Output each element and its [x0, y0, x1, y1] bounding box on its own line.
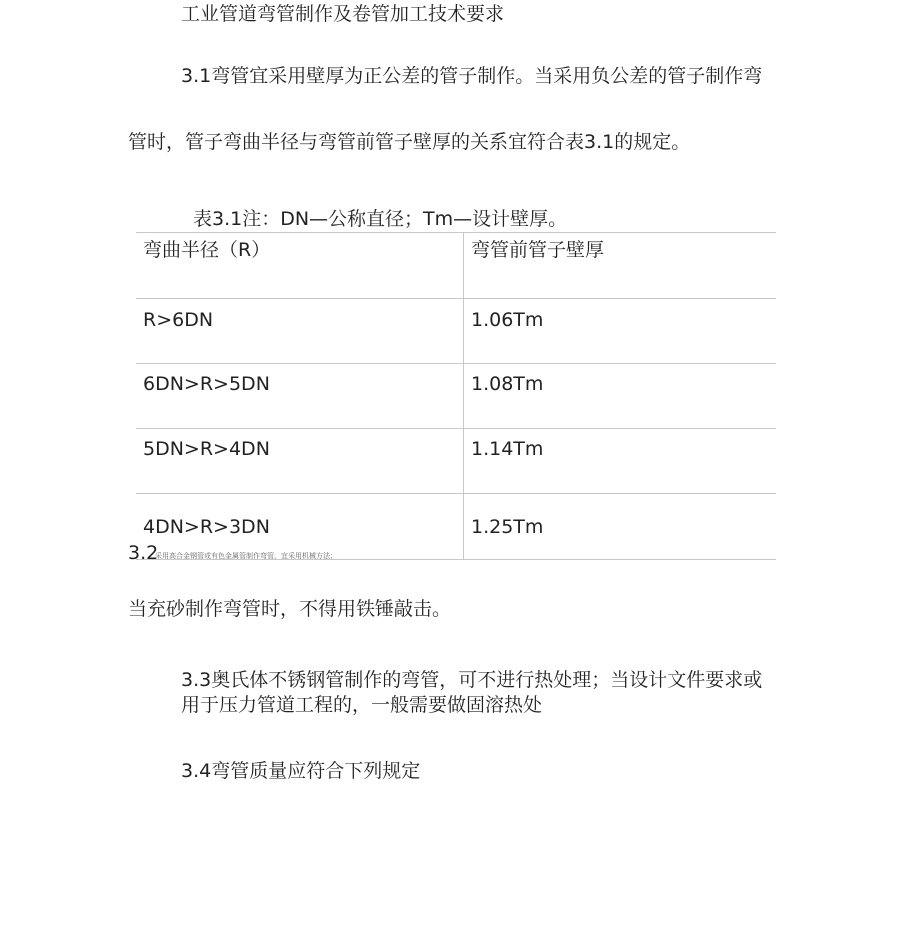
document-title: 工业管道弯管制作及卷管加工技术要求 — [181, 3, 505, 25]
section-3-3-line-1: 3.3奥氏体不锈钢管制作的弯管，可不进行热处理；当设计文件要求或 — [181, 669, 763, 691]
table-cell-thickness: 1.25Tm — [471, 516, 544, 538]
column-divider — [463, 233, 464, 559]
row-divider — [136, 428, 776, 429]
table-cell-thickness: 1.08Tm — [471, 373, 544, 395]
table-caption: 表3.1注：DN—公称直径；Tm—设计壁厚。 — [193, 208, 568, 230]
table-cell-thickness: 1.06Tm — [471, 309, 544, 331]
section-3-4: 3.4弯管质量应符合下列规定 — [181, 760, 421, 782]
table-header-bend-radius: 弯曲半径（R） — [143, 239, 271, 261]
row-divider — [136, 298, 776, 299]
table-header-wall-thickness: 弯管前管子壁厚 — [471, 239, 605, 261]
table-cell-radius: 4DN>R>3DN — [143, 516, 270, 538]
table-cell-radius: 5DN>R>4DN — [143, 438, 270, 460]
row-divider — [136, 493, 776, 494]
section-3-2-line-2: 当充砂制作弯管时，不得用铁锤敲击。 — [128, 598, 452, 620]
section-3-2-number: 3.2 — [128, 542, 159, 564]
table-cell-thickness: 1.14Tm — [471, 438, 544, 460]
section-3-1-line-1: 3.1弯管宜采用壁厚为正公差的管子制作。当采用负公差的管子制作弯 — [181, 65, 763, 87]
wall-thickness-table — [136, 232, 776, 560]
row-divider — [136, 363, 776, 364]
section-3-2-small-text: 采用高合金钢管或有色金属管制作弯管，宜采用机械方法； — [155, 552, 337, 560]
table-cell-radius: R>6DN — [143, 309, 214, 331]
table-cell-radius: 6DN>R>5DN — [143, 373, 270, 395]
section-3-1-line-2: 管时，管子弯曲半径与弯管前管子壁厚的关系宜符合表3.1的规定。 — [128, 131, 691, 153]
section-3-3-line-2: 用于压力管道工程的，一般需要做固溶热处 — [181, 694, 543, 716]
